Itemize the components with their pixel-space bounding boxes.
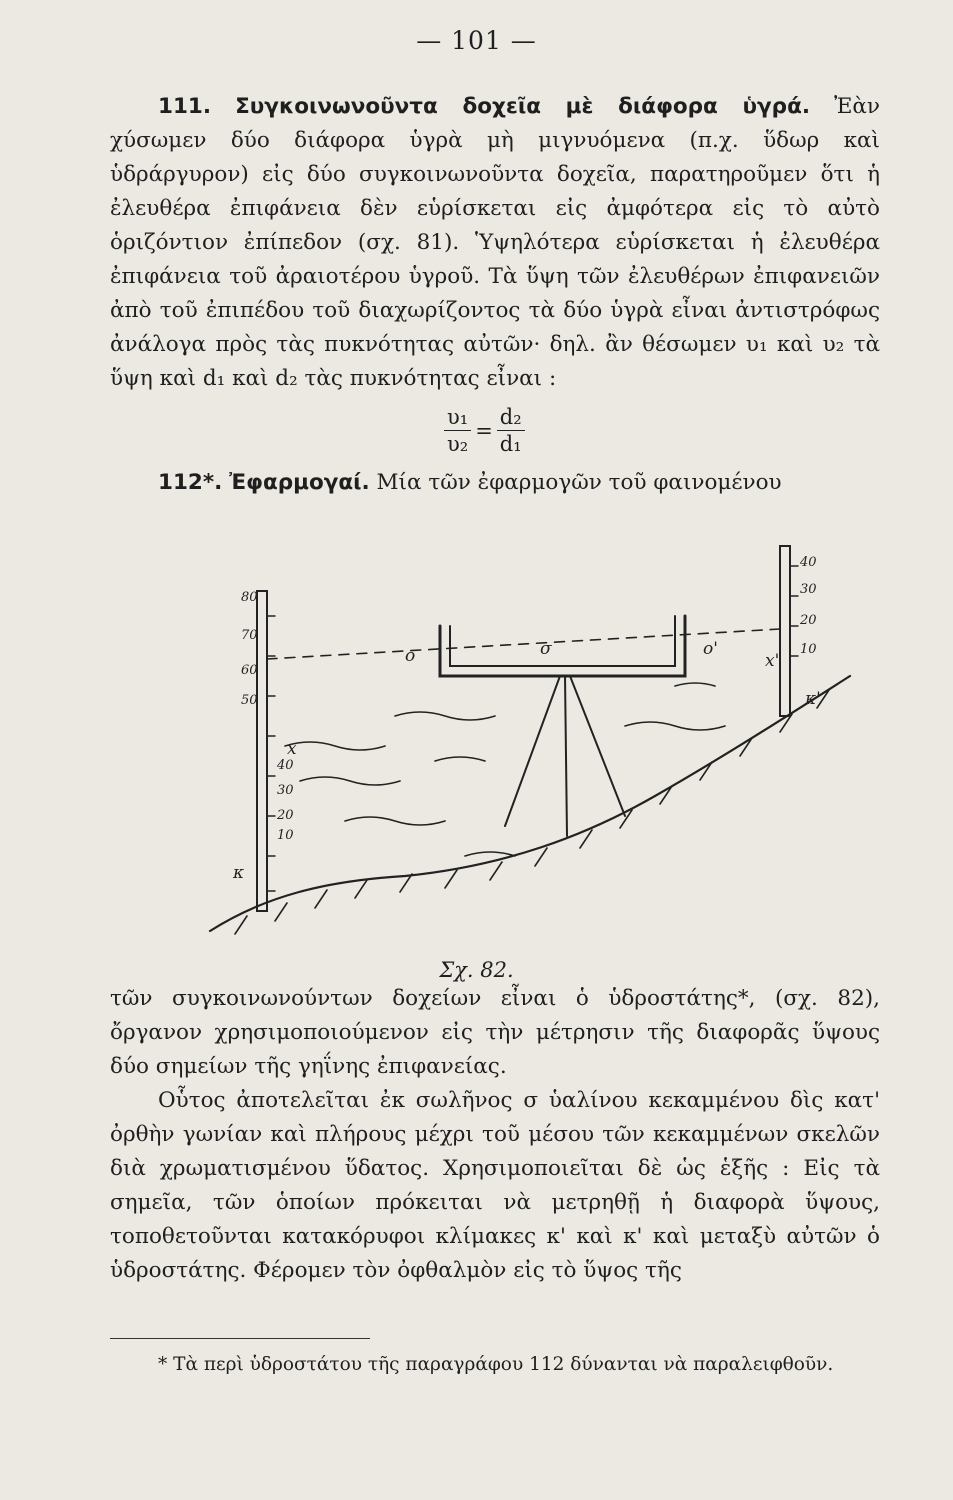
point-x-label: x xyxy=(287,739,297,759)
right-staff-ticks xyxy=(790,566,798,656)
right-scale-label: 10 xyxy=(800,642,817,657)
right-scale-label: 30 xyxy=(800,582,817,597)
left-scale-label: 40 xyxy=(277,758,294,773)
left-scale-label: 70 xyxy=(241,628,258,643)
right-scale-label: 40 xyxy=(800,555,817,570)
left-scale-label: 20 xyxy=(277,808,294,823)
formula-equals: = xyxy=(475,418,493,443)
tube-sigma-label: σ xyxy=(540,639,552,659)
right-staff xyxy=(780,546,790,716)
tripod xyxy=(505,676,625,836)
figure-82-hydrostat xyxy=(205,536,855,946)
section-111-number: 111. xyxy=(158,94,212,119)
hydrostat-drawing xyxy=(205,536,855,946)
left-scale-label: 80 xyxy=(241,590,258,605)
left-scale-label: 50 xyxy=(241,693,258,708)
footnote xyxy=(110,1350,880,1380)
formula-lhs-numerator: υ₁ xyxy=(444,404,471,431)
section-112-number: 112*. xyxy=(158,470,223,495)
formula-rhs-denominator: d₁ xyxy=(499,432,522,456)
point-x-prime-label: x' xyxy=(765,651,780,671)
point-o-prime-label: o' xyxy=(703,639,718,659)
section-112-title: Ἐφαρμογαί. xyxy=(229,470,370,495)
section-111-body: Ἐὰν χύσωμεν δύο διάφορα ὑγρὰ μὴ μιγνυόμενα (π.χ. ὕδωρ καὶ ὑδράργυρον) εἰς δύο συγκοινωνοῦντα δοχεῖα, παρατηροῦμεν ὅτι ἡ ἐλευθέρα ἐπιφάνεια δὲν εὑρίσκεται εἰς ἀμφότερα εἰς τὸ αὐτὸ ὁριζόντιον ἐπίπεδον (σχ. 81). Ὑψηλότερα εὑρίσκεται ἡ ἐλευθέρα ἐπιφάνεια τοῦ ἀραιοτέρου ὑγροῦ. Τὰ ὕψη τῶν ἐλευθέρων ἐπιφανειῶν ἀπὸ τοῦ ἐπιπέδου τοῦ διαχωρίζοντος τὰ δύο ὑγρὰ εἶναι ἀντιστρόφως ἀνάλογα πρὸς τὰς πυκνότητας αὐτῶν· δηλ. ἂν θέσωμεν υ₁ καὶ υ₂ τὰ ὕψη καὶ d₁ καὶ d₂ τὰς πυκνότητας εἶναι : xyxy=(110,94,880,391)
section-112-intro: Μία τῶν ἐφαρμογῶν τοῦ φαινομένου xyxy=(376,470,782,495)
left-scale-label: 30 xyxy=(277,783,294,798)
ground-sketch-lines xyxy=(285,683,725,856)
figure-82-caption: Σχ. 82. xyxy=(439,958,514,982)
section-111-title: Συγκοινωνοῦντα δοχεῖα μὲ διάφορα ὑγρά. xyxy=(235,94,811,119)
section-112-heading-line xyxy=(110,466,880,500)
footnote-text: * Τὰ περὶ ὑδροστάτου τῆς παραγράφου 112 δύνανται νὰ παραλειφθοῦν. xyxy=(158,1354,834,1375)
left-staff xyxy=(257,591,267,911)
page-number: — 101 — xyxy=(416,26,537,55)
formula-rhs-numerator: d₂ xyxy=(497,404,525,431)
ground-hatching xyxy=(235,690,829,934)
point-o-label: o xyxy=(405,646,416,666)
section-111 xyxy=(110,90,880,396)
left-scale-label: 60 xyxy=(241,663,258,678)
footnote-rule xyxy=(110,1338,370,1339)
formula-rhs-fraction xyxy=(497,404,525,457)
section-112-heading xyxy=(110,466,880,500)
continuation-paragraph-1: τῶν συγκοινωνούντων δοχείων εἶναι ὁ ὑδροστάτης*, (σχ. 82), ὄργανον χρησιμοποιούμενον εἰς τὴν μέτρησιν τῆς διαφορᾶς ὕψους δύο σημείων τῆς γηΐνης ἐπιφανείας. xyxy=(110,986,880,1079)
continuation-paragraph-2: Οὗτος ἀποτελεῖται ἐκ σωλῆνος σ ὑαλίνου κεκαμμένου δὶς κατ' ὀρθὴν γωνίαν καὶ πλήρους μέχρι τοῦ μέσου τῶν κεκαμμένων σκελῶν διὰ χρωματισμένου ὕδατος. Χρησιμοποιεῖται δὲ ὡς ἑξῆς : Εἰς τὰ σημεῖα, τῶν ὁποίων πρόκειται νὰ μετρηθῇ ἡ διαφορὰ ὕψους, τοποθετοῦνται κατακόρυφοι κλίμακες κ' καὶ κ' καὶ μεταξὺ αὐτῶν ὁ ὑδροστάτης. Φέρομεν τὸν ὀφθαλμὸν εἰς τὸ ὕψος τῆς xyxy=(110,1088,880,1283)
section-111-paragraph xyxy=(110,90,880,396)
height-density-formula xyxy=(440,404,529,457)
formula-lhs-denominator: υ₂ xyxy=(447,432,469,456)
ground-line xyxy=(210,676,850,931)
section-112-continuation xyxy=(110,982,880,1288)
formula-lhs-fraction xyxy=(444,404,471,457)
staff-kappa-label: κ xyxy=(233,863,245,883)
left-staff-ticks xyxy=(267,616,275,891)
staff-kappa-prime-label: κ' xyxy=(805,689,821,709)
right-scale-label: 20 xyxy=(800,613,817,628)
left-scale-label: 10 xyxy=(277,828,294,843)
